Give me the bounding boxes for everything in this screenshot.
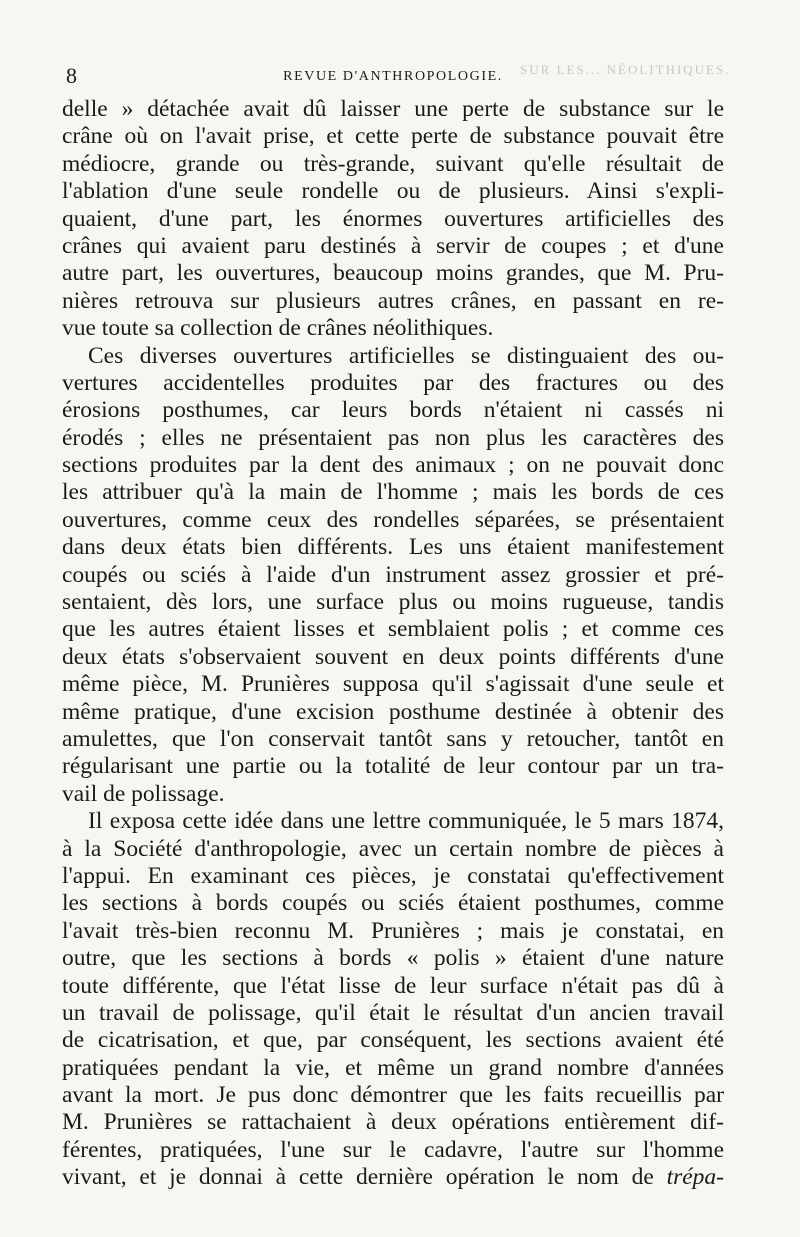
text-line: ouvertures, comme ceux des rondelles séparées, se présentaient: [62, 506, 724, 533]
paragraph: [62, 343, 724, 809]
text-line: vue toute sa collection de crânes néolithiques.: [62, 315, 494, 342]
paragraph: [62, 96, 724, 343]
text-line: médiocre, grande ou très-grande, suivant qu'elle résultait de: [62, 150, 724, 177]
text-line-final: [62, 1164, 724, 1191]
text-line: crânes qui avaient paru destinés à servir de coupes ; et d'une: [62, 232, 724, 259]
text-line: Ces diverses ouvertures artificielles se distinguaient des ou-: [88, 342, 724, 369]
text-line: vertures accidentelles produites par des fractures ou des: [62, 369, 724, 396]
text-line: férentes, pratiquées, l'une sur le cadavre, l'autre sur l'homme: [62, 1136, 724, 1163]
text-line: même pièce, M. Prunières supposa qu'il s'agissait d'une seule et: [62, 671, 724, 698]
text-line: les attribuer qu'à la main de l'homme ; mais les bords de ces: [62, 479, 724, 506]
text-line: Il exposa cette idée dans une lettre communiquée, le 5 mars 1874,: [88, 808, 724, 835]
text-line: à la Société d'anthropologie, avec un certain nombre de pièces à: [62, 835, 724, 862]
text-line: un travail de polissage, qu'il était le résultat d'un ancien travail: [62, 999, 724, 1026]
text-line: crâne où on l'avait prise, et cette perte de substance pouvait être: [62, 123, 724, 150]
text-line: que les autres étaient lisses et semblaient polis ; et comme ces: [62, 616, 724, 643]
text-line: M. Prunières se rattachaient à deux opérations entièrement dif-: [62, 1109, 724, 1136]
text-line: l'ablation d'une seule rondelle ou de plusieurs. Ainsi s'expli-: [62, 178, 724, 205]
text-line: deux états s'observaient souvent en deux points différents d'une: [62, 643, 724, 670]
text-line: érosions posthumes, car leurs bords n'étaient ni cassés ni: [62, 397, 724, 424]
text-line: vail de polissage.: [62, 780, 225, 807]
text-line: amulettes, que l'on conservait tantôt sans y retoucher, tantôt en: [62, 725, 724, 752]
text-line: outre, que les sections à bords « polis » étaient d'une nature: [62, 945, 724, 972]
text-line: autre part, les ouvertures, beaucoup moins grandes, que M. Pru-: [62, 260, 724, 287]
text-line: les sections à bords coupés ou sciés étaient posthumes, comme: [62, 890, 724, 917]
text-line: pratiquées pendant la vie, et même un grand nombre d'années: [62, 1054, 724, 1081]
text-line: sentaient, dès lors, une surface plus ou moins rugueuse, tandis: [62, 589, 724, 616]
text-line: nières retrouva sur plusieurs autres crânes, en passant en re-: [62, 287, 724, 314]
text-line: l'appui. En examinant ces pièces, je constatai qu'effectivement: [62, 862, 724, 889]
text-line: quaient, d'une part, les énormes ouvertures artificielles des: [62, 205, 724, 232]
final-line-text: vivant, et je donnai à cette dernière opération le nom de: [62, 1164, 667, 1191]
text-line: coupés ou sciés à l'aide d'un instrument assez grossier et pré-: [62, 561, 724, 588]
italic-term: trépa-: [666, 1164, 724, 1191]
text-line: même pratique, d'une excision posthume destinée à obtenir des: [62, 698, 724, 725]
text-line: delle » détachée avait dû laisser une perte de substance sur le: [62, 96, 724, 122]
text-line: dans deux états bien différents. Les uns étaient manifestement: [62, 534, 724, 561]
running-title: REVUE D'ANTHROPOLOGIE.: [283, 69, 503, 84]
body-text: [62, 96, 724, 1192]
text-line: toute différente, que l'état lisse de leur surface n'était pas dû à: [62, 972, 724, 999]
bleed-through-header: SUR LES... NÉOLITHIQUES.: [520, 62, 731, 77]
text-line: érodés ; elles ne présentaient pas non plus les caractères des: [62, 424, 724, 451]
paragraph: [62, 808, 724, 1191]
text-line: avant la mort. Je pus donc démontrer que les faits recueillis par: [62, 1082, 724, 1109]
page-header: [62, 62, 724, 90]
text-line: de cicatrisation, et que, par conséquent, les sections avaient été: [62, 1027, 724, 1054]
page-number: 8: [66, 63, 77, 88]
text-line: l'avait très-bien reconnu M. Prunières ; mais je constatai, en: [62, 917, 724, 944]
text-line: sections produites par la dent des animaux ; on ne pouvait donc: [62, 452, 724, 479]
text-line: régularisant une partie ou la totalité de leur contour par un tra-: [62, 753, 724, 780]
